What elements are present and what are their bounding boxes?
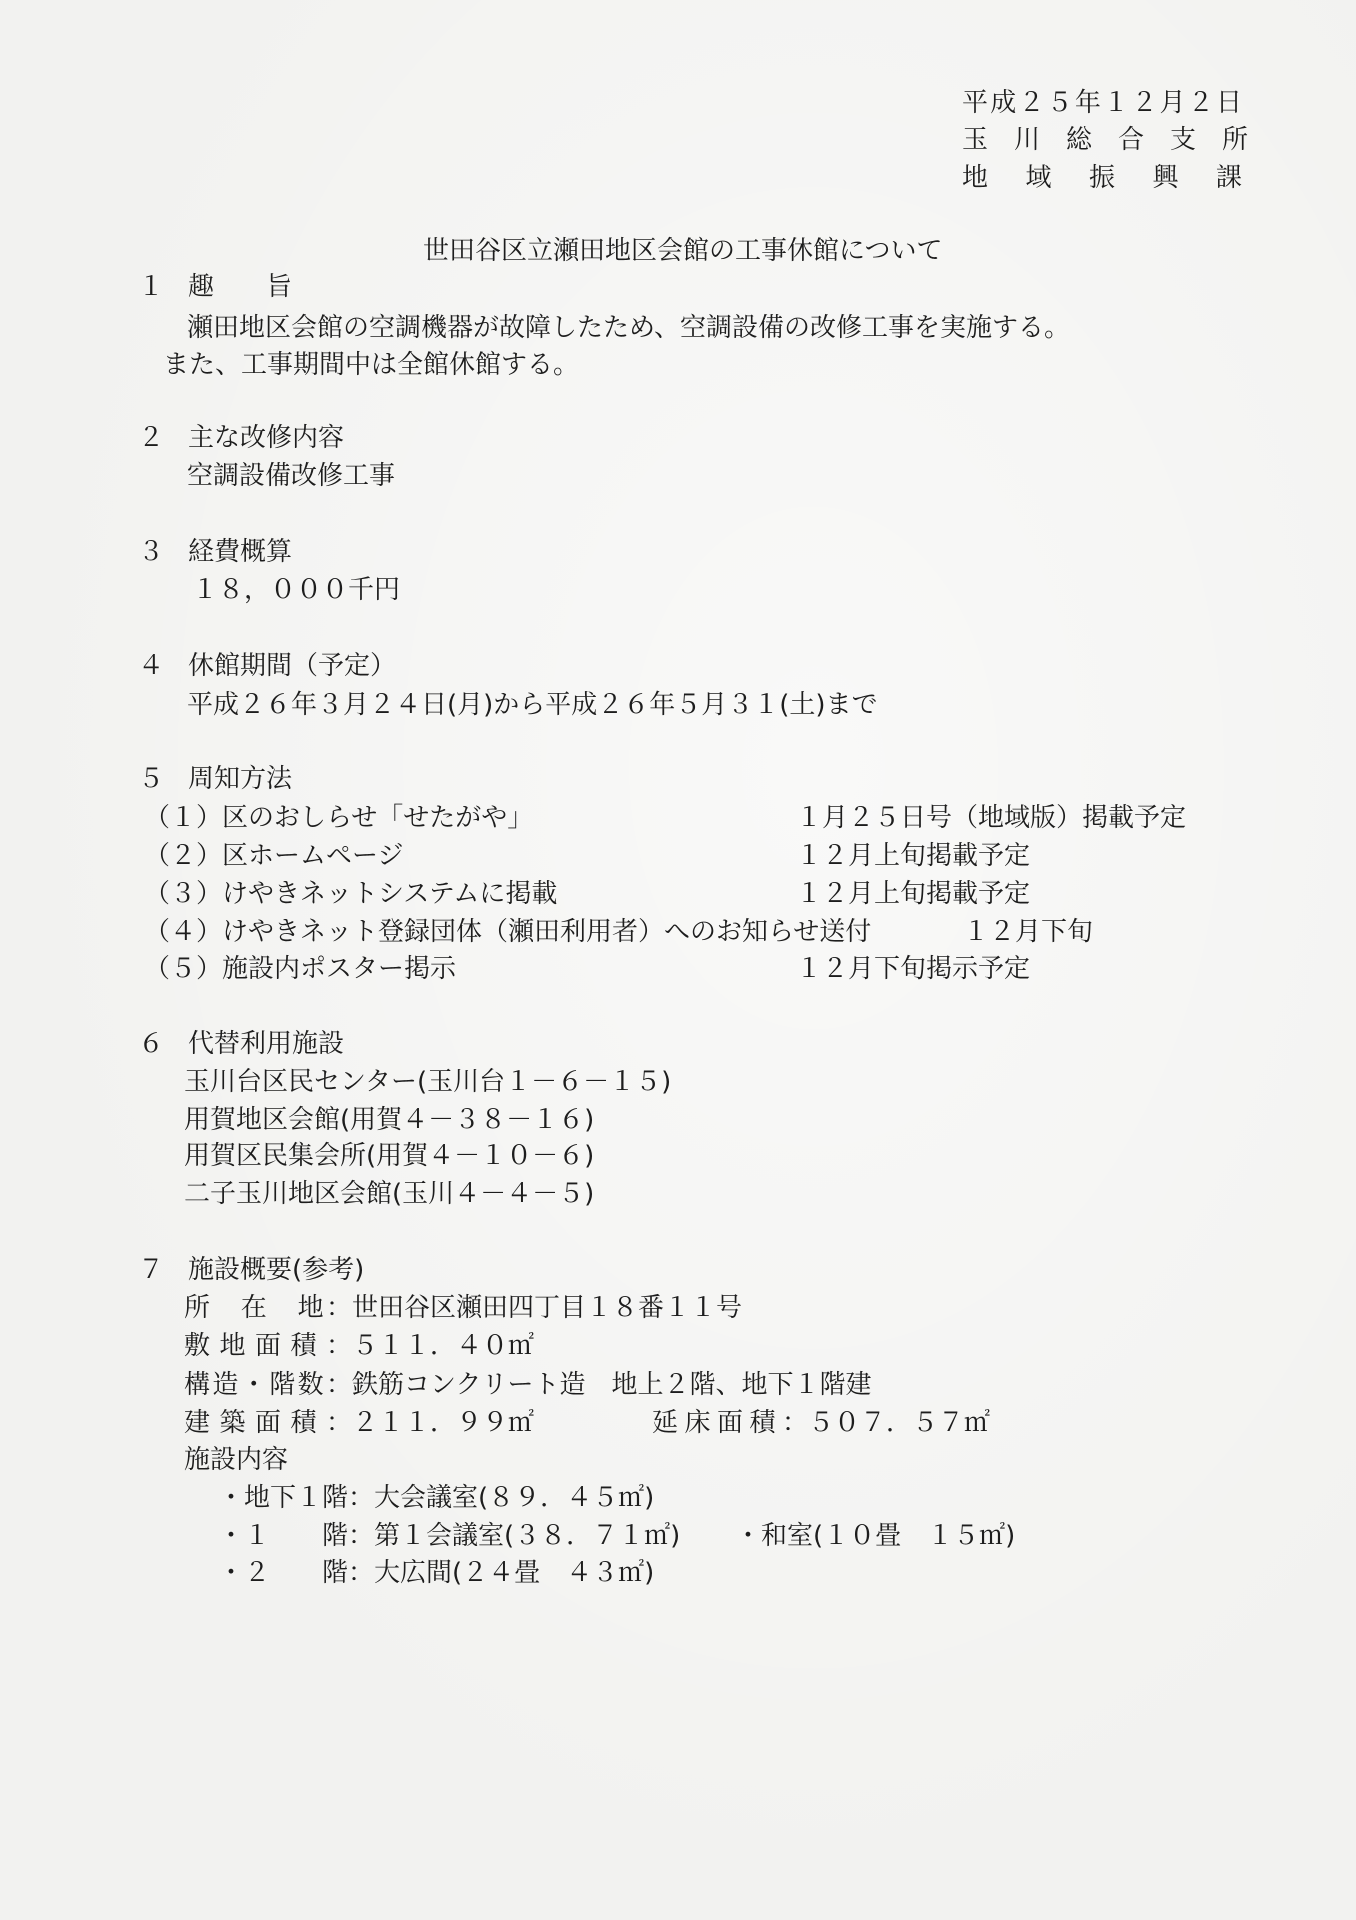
overview-structure-label: 構造・階数： xyxy=(184,1370,352,1400)
notification-item-schedule: １月２５日号（地域版）掲載予定 xyxy=(796,803,1187,833)
alternative-facility: 玉川台区民センター(玉川台１－６－１５) xyxy=(184,1067,672,1097)
section-2-number: ２ xyxy=(138,423,165,453)
section-5-heading: 周知方法 xyxy=(188,764,293,794)
floor-label: ・２ 階： xyxy=(218,1558,375,1588)
overview-location-value: 世田谷区瀬田四丁目１８番１１号 xyxy=(352,1293,743,1323)
floor-row xyxy=(218,1560,654,1586)
floor-label: ・１ 階： xyxy=(218,1521,375,1551)
notification-item-schedule: １２月上旬掲載予定 xyxy=(796,879,1031,909)
renovation-content: 空調設備改修工事 xyxy=(187,461,396,491)
section-3-number: ３ xyxy=(138,537,165,567)
notification-item xyxy=(144,881,557,907)
notification-item-schedule: １２月下旬 xyxy=(963,917,1094,947)
overview-total-floor-area-label: 延床面積： xyxy=(652,1408,808,1438)
overview-building-area-value: ２１１．９９㎡ xyxy=(352,1408,535,1438)
overview-site-area-row xyxy=(184,1333,534,1359)
section-4-number: ４ xyxy=(138,651,165,681)
floor-extra-room: ・和室(１０畳 １５㎡) xyxy=(735,1521,1016,1551)
alternative-facility: 用賀区民集会所(用賀４－１０－６) xyxy=(184,1141,595,1171)
cost-amount: １８，０００千円 xyxy=(192,575,401,605)
overview-location-label: 所 在 地： xyxy=(184,1293,352,1323)
section-1-number: １ xyxy=(138,272,165,302)
overview-site-area-label: 敷地面積： xyxy=(184,1331,352,1361)
overview-location-row xyxy=(184,1295,742,1321)
floor-row xyxy=(218,1523,680,1549)
floor-rooms: 大会議室(８９．４５㎡) xyxy=(374,1483,655,1513)
notification-item-number: （４） xyxy=(144,917,223,947)
section-4-heading: 休館期間（予定） xyxy=(188,651,397,681)
alternative-facility: 二子玉川地区会館(玉川４－４－５) xyxy=(184,1179,595,1209)
header-office: 玉 川 総 合 支 所 xyxy=(962,125,1249,155)
floor-label: ・地下１階： xyxy=(218,1483,375,1513)
overview-building-area-label: 建築面積： xyxy=(184,1408,352,1438)
floor-row xyxy=(218,1485,654,1511)
notification-item-number: （３） xyxy=(144,879,223,909)
alternative-facility: 用賀地区会館(用賀４－３８－１６) xyxy=(184,1105,595,1135)
overview-structure-row xyxy=(184,1372,871,1398)
notification-item-method: 区のおしらせ「せたがや」 xyxy=(222,803,534,833)
notification-item xyxy=(144,919,871,945)
overview-site-area-value: ５１１．４０㎡ xyxy=(352,1331,535,1361)
closure-period: 平成２６年３月２４日(月)から平成２６年５月３１(土)まで xyxy=(187,690,878,720)
notification-item-number: （２） xyxy=(144,841,223,871)
section-1-heading: 趣 旨 xyxy=(188,272,293,302)
section-6-number: ６ xyxy=(138,1029,165,1059)
notification-item-method: 施設内ポスター掲示 xyxy=(222,954,457,984)
notification-item xyxy=(144,805,533,831)
purpose-line-2: また、工事期間中は全館休館する。 xyxy=(163,350,580,380)
purpose-line-1: 瀬田地区会館の空調機器が故障したため、空調設備の改修工事を実施する。 xyxy=(187,313,1070,343)
notification-item-number: （５） xyxy=(144,954,223,984)
header-division: 地 域 振 興 課 xyxy=(962,163,1242,193)
notification-item-number: （１） xyxy=(144,803,223,833)
section-6-heading: 代替利用施設 xyxy=(188,1029,345,1059)
overview-total-floor-area-value: ５０７．５７㎡ xyxy=(808,1408,991,1438)
overview-total-floor-area-row xyxy=(652,1410,990,1436)
floor-rooms: 大広間(２４畳 ４３㎡) xyxy=(374,1558,655,1588)
overview-building-area-row xyxy=(184,1410,534,1436)
overview-structure-value: 鉄筋コンクリート造 地上２階、地下１階建 xyxy=(352,1370,872,1400)
section-3-heading: 経費概算 xyxy=(188,537,293,567)
notification-item xyxy=(144,843,404,869)
section-7-number: ７ xyxy=(138,1255,165,1285)
notification-item-method: けやきネット登録団体（瀬田利用者）へのお知らせ送付 xyxy=(222,917,872,947)
document-title: 世田谷区立瀬田地区会館の工事休館について xyxy=(423,236,943,266)
notification-item-schedule: １２月下旬掲示予定 xyxy=(796,954,1031,984)
section-2-heading: 主な改修内容 xyxy=(188,423,345,453)
notification-item xyxy=(144,956,456,982)
notification-item-schedule: １２月上旬掲載予定 xyxy=(796,841,1031,871)
notification-item-method: けやきネットシステムに掲載 xyxy=(222,879,558,909)
header-date: 平成２５年１２月２日 xyxy=(962,88,1242,118)
section-7-heading: 施設概要(参考) xyxy=(188,1255,365,1285)
floor-rooms: 第１会議室(３８．７１㎡) xyxy=(374,1521,681,1551)
section-5-number: ５ xyxy=(138,764,165,794)
overview-contents-heading: 施設内容 xyxy=(184,1445,289,1475)
notification-item-method: 区ホームページ xyxy=(222,841,404,871)
